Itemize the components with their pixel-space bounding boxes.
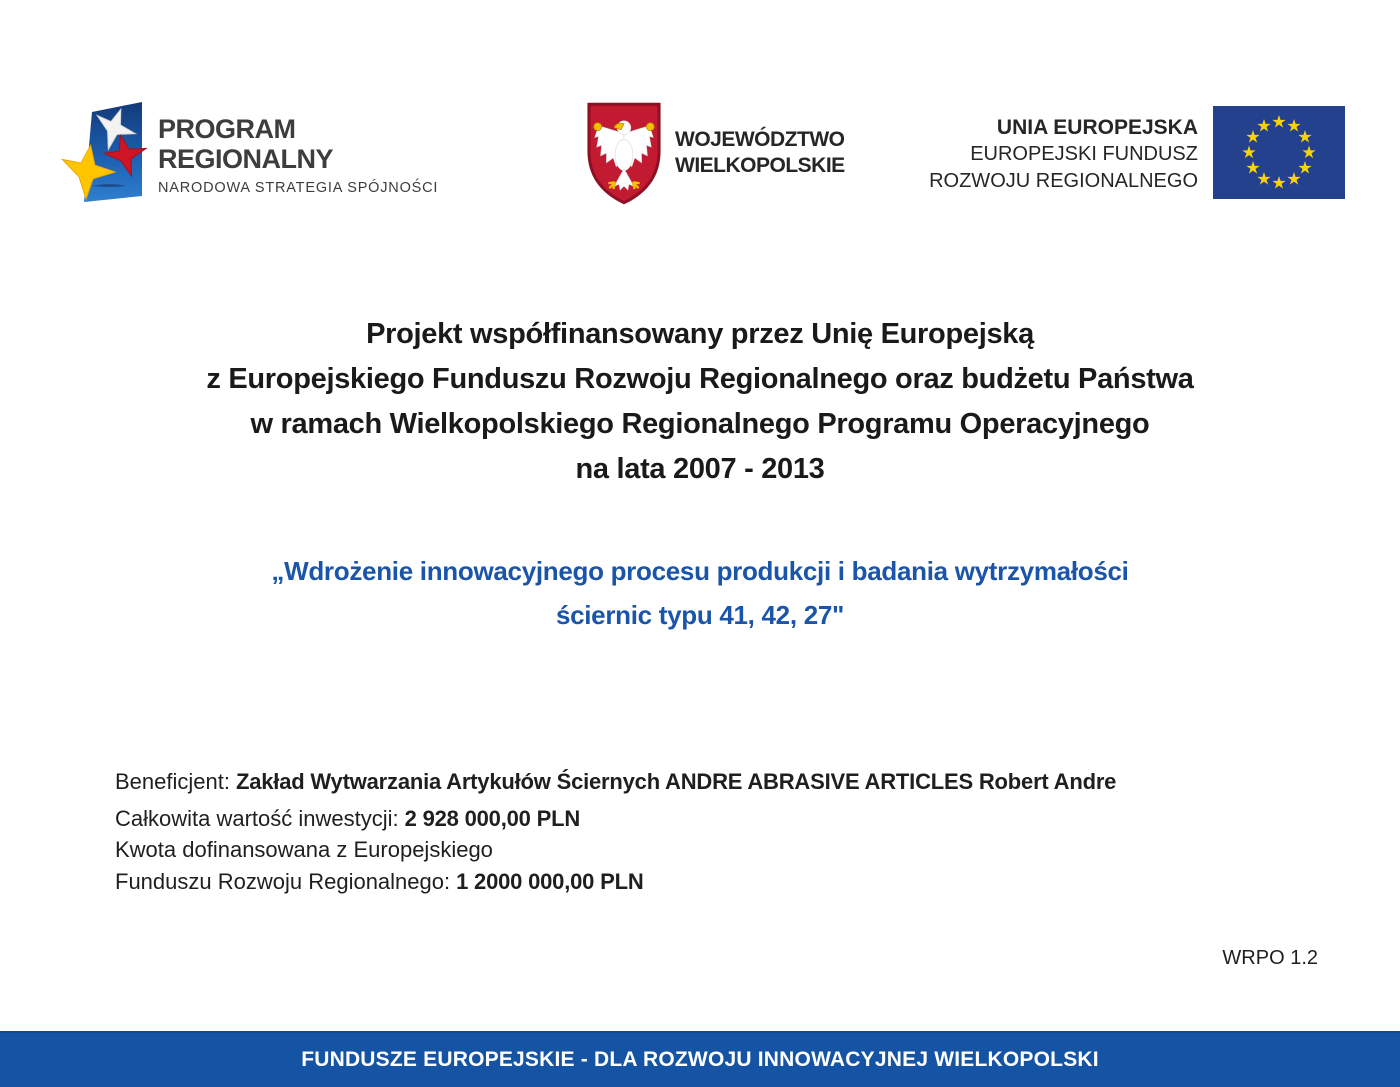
funding-statement-line4: na lata 2007 - 2013 [575, 453, 825, 485]
program-regionalny-logo [62, 98, 438, 204]
project-title-line2: ściernic typu 41, 42, 27" [555, 600, 845, 630]
project-title-line1: „Wdrożenie innowacyjnego procesu produkcji i badania wytrzymałości [271, 556, 1129, 586]
wrpo-reference: WRPO 1.2 [1222, 947, 1318, 969]
funding-statement-line1: Projekt współfinansowany przez Unię Europejską [366, 318, 1034, 350]
project-title [0, 549, 1400, 637]
grant-row-line1 [115, 834, 1116, 866]
eu-line3: ROZWOJU REGIONALNEGO [929, 170, 1198, 192]
total-investment-label: Całkowita wartość inwestycji: [115, 805, 399, 831]
grant-row-line2 [115, 866, 1116, 898]
funding-statement-line2: z Europejskiego Funduszu Rozwoju Regionalnego oraz budżetu Państwa [206, 363, 1194, 395]
grant-label-line1: Kwota dofinansowana z Europejskiego [115, 837, 493, 862]
footer-banner [0, 1031, 1400, 1087]
total-investment-value: 2 928 000,00 PLN [404, 805, 581, 831]
unia-europejska-text [929, 114, 1198, 195]
wojewodztwo-wielkopolskie-logo [585, 100, 845, 206]
program-regionalny-title-line2: REGIONALNY [158, 144, 334, 174]
total-investment-row [115, 803, 1116, 835]
program-regionalny-text [158, 114, 438, 196]
program-regionalny-title-line1: PROGRAM [158, 114, 296, 144]
funding-statement [0, 312, 1400, 492]
wojewodztwo-line1: WOJEWÓDZTWO [675, 128, 845, 151]
wielkopolska-coat-of-arms-icon [585, 100, 663, 206]
beneficiary-label: Beneficjent: [115, 769, 230, 794]
funding-statement-line3: w ramach Wielkopolskiego Regionalnego Programu Operacyjnego [250, 408, 1150, 440]
project-details [115, 766, 1116, 897]
grant-label-line2: Funduszu Rozwoju Regionalnego: [115, 868, 451, 894]
unia-europejska-logo [929, 106, 1345, 199]
nss-subtitle: NARODOWA STRATEGIA SPÓJNOŚCI [158, 180, 439, 196]
nss-stars-icon [62, 98, 148, 204]
eu-line2: EUROPEJSKI FUNDUSZ [970, 143, 1198, 165]
eu-flag-icon [1213, 106, 1345, 199]
wojewodztwo-text [675, 127, 845, 179]
footer-banner-text: FUNDUSZE EUROPEJSKIE - DLA ROZWOJU INNOWACYJNEJ WIELKOPOLSKI [301, 1048, 1099, 1071]
wojewodztwo-line2: WIELKOPOLSKIE [675, 154, 845, 177]
beneficiary-row [115, 766, 1116, 798]
grant-value: 1 2000 000,00 PLN [456, 868, 644, 894]
eu-line1: UNIA EUROPEJSKA [996, 116, 1198, 139]
beneficiary-value: Zakład Wytwarzania Artykułów Ściernych ANDRE ABRASIVE ARTICLES Robert Andre [235, 769, 1117, 794]
